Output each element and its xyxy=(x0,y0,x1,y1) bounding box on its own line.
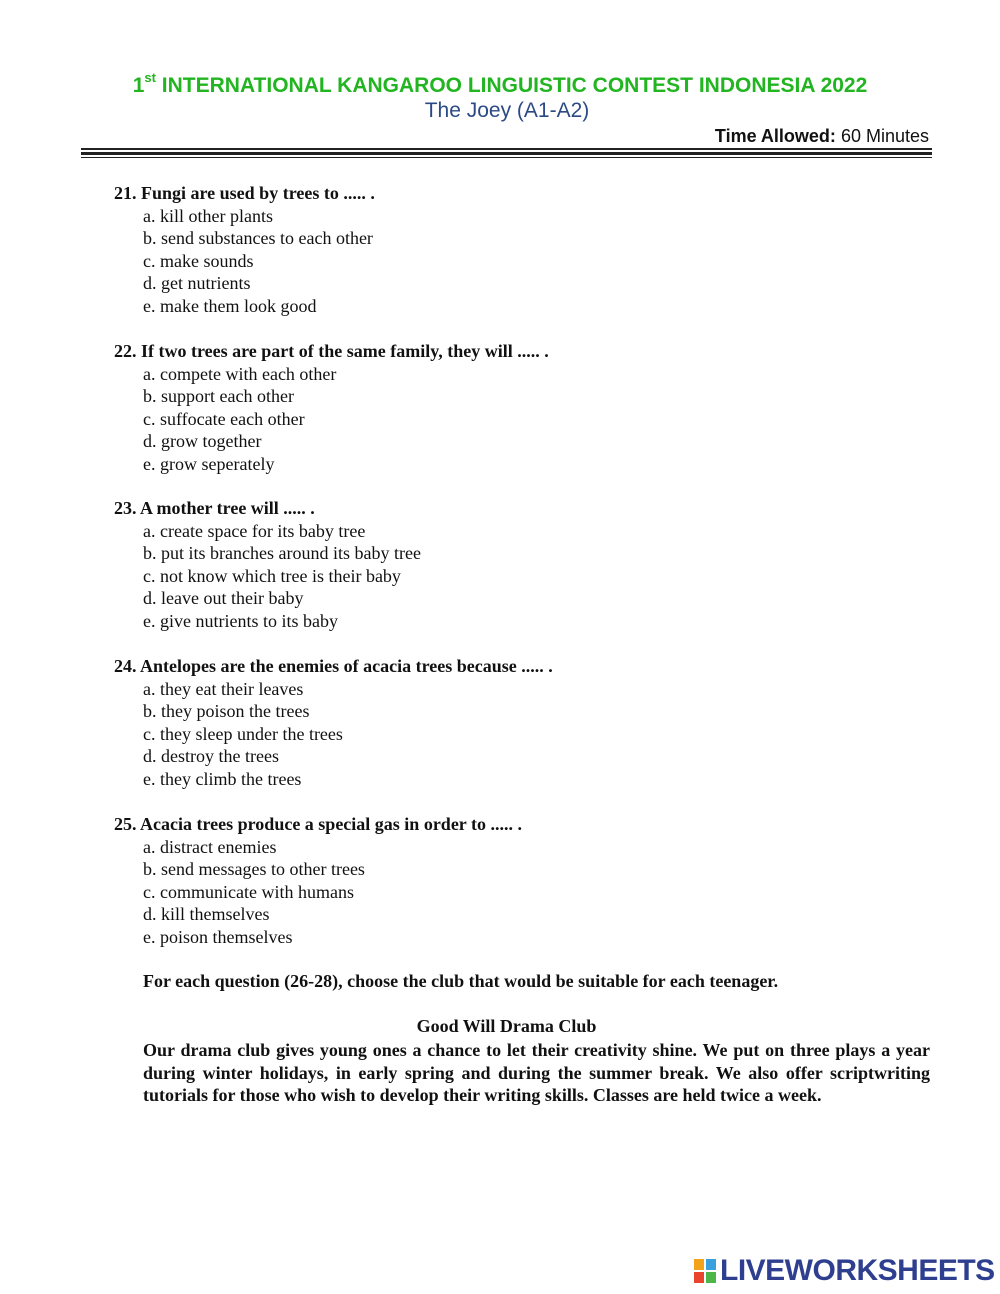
question-24 xyxy=(114,655,553,790)
header-divider-bottom xyxy=(81,157,932,158)
question-22 xyxy=(114,340,549,475)
option-d[interactable]: d. destroy the trees xyxy=(143,746,279,766)
question-stem: 21. Fungi are used by trees to ..... . xyxy=(114,183,375,203)
option-e[interactable]: e. give nutrients to its baby xyxy=(143,610,338,631)
option-c[interactable]: c. suffocate each other xyxy=(143,408,305,429)
option-e[interactable]: e. grow seperately xyxy=(143,453,275,474)
club-title: Good Will Drama Club xyxy=(416,1016,597,1036)
question-stem: 24. Antelopes are the enemies of acacia trees because ..... . xyxy=(114,656,553,676)
question-23 xyxy=(114,497,421,632)
option-d[interactable]: d. get nutrients xyxy=(143,273,251,293)
club-description: Our drama club gives young ones a chance to let their creativity shine. We put on three plays a year during winter holidays, in early spring and during the summer break. We also offer scriptwriting tutorials for those who wish to develop their writing skills. Classes are held twice a week. xyxy=(143,1040,930,1105)
section-instruction: For each question (26-28), choose the club that would be suitable for each teenager. xyxy=(143,971,779,991)
header-divider-middle xyxy=(81,152,932,155)
option-a[interactable]: a. they eat their leaves xyxy=(143,678,304,699)
title-text: INTERNATIONAL KANGAROO LINGUISTIC CONTEST INDONESIA 2022 xyxy=(155,74,868,97)
time-allowed xyxy=(715,126,929,147)
liveworksheets-logo-icon xyxy=(694,1259,716,1283)
question-stem: 22. If two trees are part of the same family, they will ..... . xyxy=(114,341,549,361)
option-c[interactable]: c. they sleep under the trees xyxy=(143,723,343,744)
liveworksheets-watermark xyxy=(694,1253,995,1289)
title-ordinal-suffix: st xyxy=(144,70,156,85)
option-b[interactable]: b. put its branches around its baby tree xyxy=(143,543,421,563)
question-stem: 23. A mother tree will ..... . xyxy=(114,498,315,518)
option-e[interactable]: e. make them look good xyxy=(143,295,317,316)
option-c[interactable]: c. make sounds xyxy=(143,250,254,271)
option-b[interactable]: b. they poison the trees xyxy=(143,701,310,721)
option-b[interactable]: b. send substances to each other xyxy=(143,228,373,248)
option-d[interactable]: d. kill themselves xyxy=(143,904,270,924)
time-label: Time Allowed: xyxy=(714,126,836,146)
time-value: 60 Minutes xyxy=(835,126,929,146)
option-a[interactable]: a. compete with each other xyxy=(143,363,337,384)
question-21 xyxy=(114,182,375,317)
option-e[interactable]: e. they climb the trees xyxy=(143,768,302,789)
option-c[interactable]: c. communicate with humans xyxy=(143,881,354,902)
option-e[interactable]: e. poison themselves xyxy=(143,926,293,947)
title-ordinal: 1 xyxy=(132,74,145,97)
option-b[interactable]: b. send messages to other trees xyxy=(143,859,365,879)
option-c[interactable]: c. not know which tree is their baby xyxy=(143,565,401,586)
question-stem: 25. Acacia trees produce a special gas in order to ..... . xyxy=(114,814,522,834)
level-subtitle: The Joey (A1-A2) xyxy=(424,99,590,122)
option-d[interactable]: d. leave out their baby xyxy=(143,588,304,608)
header-divider-top xyxy=(81,148,932,150)
question-25 xyxy=(114,813,522,948)
contest-title xyxy=(0,72,1000,98)
option-d[interactable]: d. grow together xyxy=(143,431,262,451)
option-a[interactable]: a. kill other plants xyxy=(143,205,273,226)
option-a[interactable]: a. create space for its baby tree xyxy=(143,520,366,541)
option-b[interactable]: b. support each other xyxy=(143,386,294,406)
watermark-text: LIVEWORKSHEETS xyxy=(720,1254,995,1287)
option-a[interactable]: a. distract enemies xyxy=(143,836,277,857)
